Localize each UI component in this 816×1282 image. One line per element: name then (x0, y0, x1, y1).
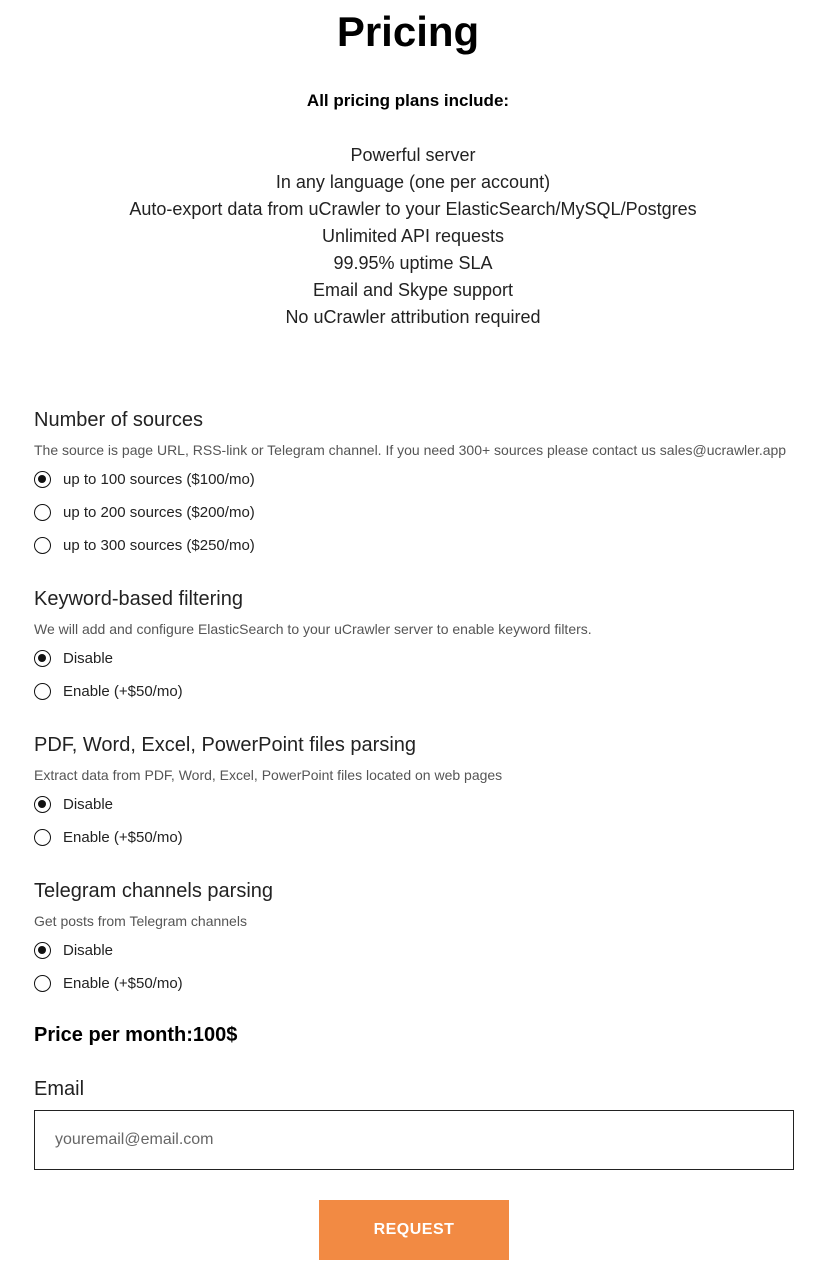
page-title: Pricing (336, 8, 480, 55)
radio-group-files-parsing (34, 788, 794, 854)
radio-label: Enable (+$50/mo) (63, 829, 183, 846)
price-value: 100$ (192, 1024, 238, 1046)
feature-item: Auto-export data from uCrawler to your ElasticSearch/MySQL/Postgres (129, 199, 697, 219)
includes-heading: All pricing plans include: (306, 91, 510, 110)
radio-group-sources (34, 463, 794, 562)
radio-button[interactable] (34, 537, 51, 554)
radio-option-enable[interactable] (34, 967, 794, 1000)
radio-label: Enable (+$50/mo) (63, 975, 183, 992)
feature-item: Unlimited API requests (321, 226, 505, 246)
radio-option-100-sources[interactable] (34, 463, 794, 496)
feature-item: Powerful server (350, 145, 476, 165)
section-description: Get posts from Telegram channels (34, 913, 247, 929)
files-parsing-section (34, 732, 794, 854)
radio-button[interactable] (34, 683, 51, 700)
radio-button[interactable] (34, 829, 51, 846)
email-field[interactable] (34, 1110, 794, 1170)
sources-section (34, 407, 794, 562)
radio-option-enable[interactable] (34, 821, 794, 854)
section-description: Extract data from PDF, Word, Excel, PowerPoint files located on web pages (34, 767, 503, 783)
features-list (0, 142, 816, 331)
section-description: We will add and configure ElasticSearch to your uCrawler server to enable keyword filters. (34, 621, 592, 637)
radio-option-disable[interactable] (34, 788, 794, 821)
price-per-month (34, 1021, 237, 1049)
feature-item: No uCrawler attribution required (285, 307, 541, 327)
section-title: Telegram channels parsing (34, 880, 274, 902)
radio-label: Enable (+$50/mo) (63, 683, 183, 700)
price-label: Price per month: (34, 1024, 193, 1046)
feature-item: In any language (one per account) (275, 172, 551, 192)
section-title: PDF, Word, Excel, PowerPoint files parsing (34, 734, 417, 756)
radio-button[interactable] (34, 796, 51, 813)
radio-button[interactable] (34, 471, 51, 488)
keyword-filtering-section (34, 586, 794, 708)
radio-label: Disable (63, 942, 114, 959)
radio-group-telegram-parsing (34, 934, 794, 1000)
request-button[interactable]: REQUEST (319, 1200, 509, 1260)
feature-item: Email and Skype support (312, 280, 514, 300)
feature-item: 99.95% uptime SLA (333, 253, 493, 273)
radio-label: Disable (63, 650, 114, 667)
radio-option-enable[interactable] (34, 675, 794, 708)
radio-option-disable[interactable] (34, 642, 794, 675)
email-label: Email (34, 1078, 85, 1100)
radio-group-keyword-filtering (34, 642, 794, 708)
radio-option-200-sources[interactable] (34, 496, 794, 529)
radio-button[interactable] (34, 975, 51, 992)
radio-label: Disable (63, 796, 114, 813)
section-description: The source is page URL, RSS-link or Telegram channel. If you need 300+ sources please contact us sales@ucrawler.app (34, 442, 787, 458)
radio-option-disable[interactable] (34, 934, 794, 967)
telegram-parsing-section (34, 878, 794, 1000)
section-title: Number of sources (34, 409, 203, 431)
radio-button[interactable] (34, 650, 51, 667)
radio-option-300-sources[interactable] (34, 529, 794, 562)
section-title: Keyword-based filtering (34, 588, 243, 610)
radio-label: up to 200 sources ($200/mo) (63, 504, 255, 521)
radio-button[interactable] (34, 942, 51, 959)
radio-label: up to 300 sources ($250/mo) (63, 537, 255, 554)
radio-button[interactable] (34, 504, 51, 521)
radio-label: up to 100 sources ($100/mo) (63, 471, 255, 488)
